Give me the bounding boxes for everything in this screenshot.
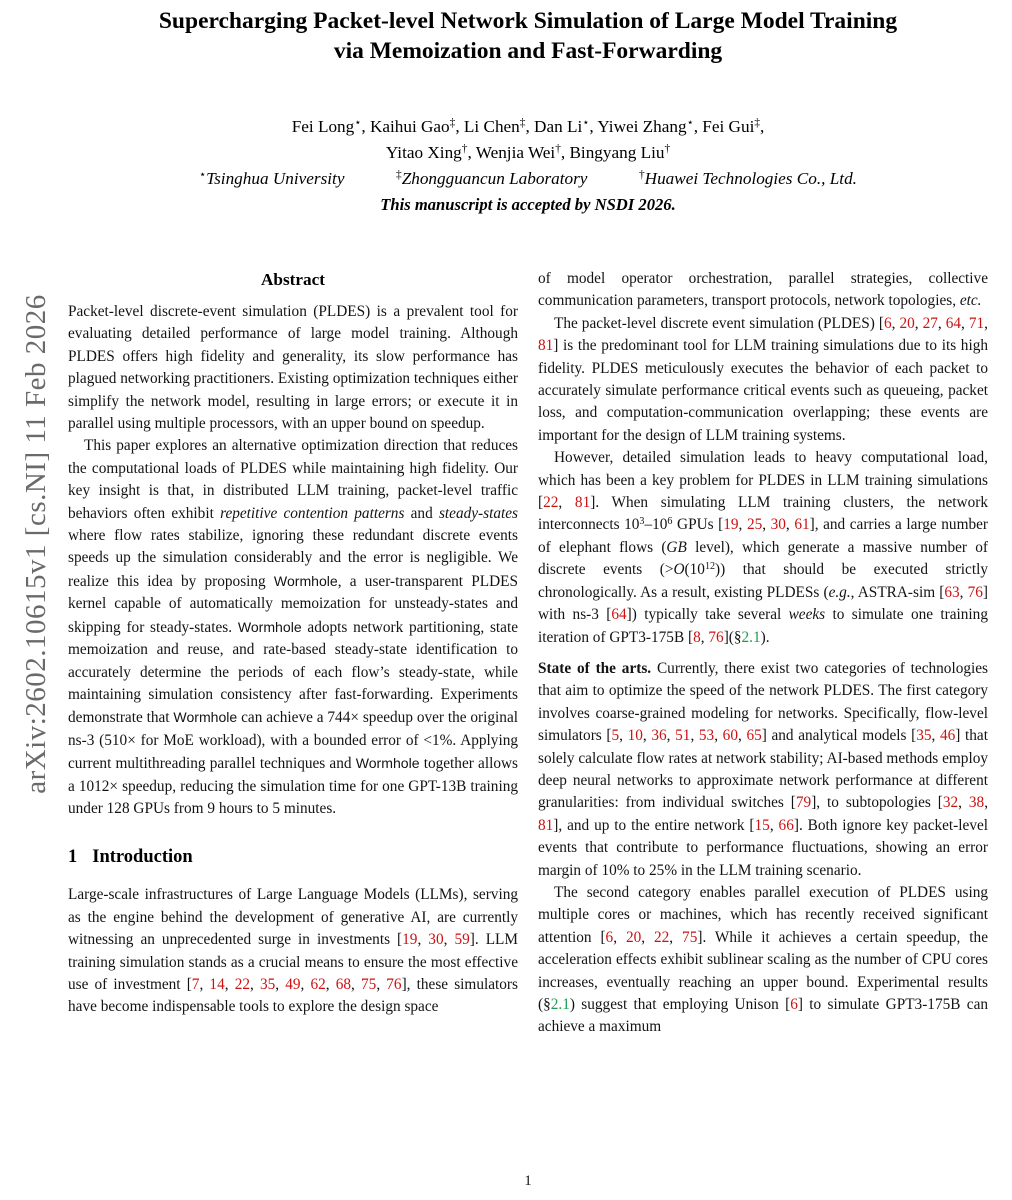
text-run: , — [300, 975, 311, 993]
text-run: )) that should be executed strictly chronologically. As a result, existing PLDESs ( — [538, 561, 989, 601]
citation-link[interactable]: 22 — [543, 494, 559, 512]
text-run: , — [669, 928, 683, 946]
citation-link[interactable]: 81 — [574, 494, 591, 512]
text-run: , — [690, 727, 699, 745]
text-run: , — [700, 628, 709, 646]
text-run: ]. LLM training simulation stands as a crucial means to ensure the most effective use of investment [ — [68, 931, 518, 993]
citation-link[interactable]: 64 — [611, 606, 627, 624]
text-run: , — [275, 975, 286, 993]
citation-link[interactable]: 8 — [693, 628, 701, 646]
text-run: weeks — [788, 606, 826, 624]
text-run: 12 — [704, 561, 716, 573]
text-run: 3 — [639, 516, 645, 528]
paper-title — [68, 6, 988, 66]
citation-link[interactable]: 5 — [611, 727, 620, 745]
text-run: , — [737, 727, 747, 745]
text-run: ‡ — [449, 117, 456, 130]
text-run: to simulate one training iteration of GPT3-175B [ — [538, 606, 988, 646]
citation-link[interactable]: 53 — [698, 727, 715, 745]
text-run: , — [961, 314, 969, 332]
text-run: , — [958, 794, 969, 812]
text-run: adopts network partitioning, state memoization and reuse, and rate-based steady-state identification to accurately determine the periods of each flow’s steady-state, while maintaining simulation consistency after fast-forwarding. Experiments demonstrate that — [68, 618, 518, 727]
citation-link[interactable]: 6 — [883, 314, 892, 332]
citation-link[interactable]: 49 — [285, 975, 301, 993]
text-run: together allows a 1012× speedup, reducing the simulation time for one GPT-13B training under 128 GPUs from 9 hours to 5 minutes. — [68, 755, 518, 817]
text-run: , — [249, 975, 260, 993]
right-paragraph-1 — [538, 268, 988, 313]
citation-link[interactable]: 71 — [968, 314, 985, 332]
title-line-2: via Memoization and Fast-Forwarding — [333, 38, 723, 64]
text-run: Tsinghua University — [206, 169, 345, 188]
citation-link[interactable]: 35 — [916, 727, 932, 745]
abstract-paragraph-1 — [68, 301, 518, 435]
text-run: ). — [760, 628, 770, 646]
text-run — [344, 169, 396, 188]
text-run: , — [891, 314, 900, 332]
section-number: 1 — [68, 847, 78, 868]
text-run: level), which generate a massive number of discrete events (> — [538, 538, 988, 579]
text-run: , Bingyang Liu — [560, 143, 665, 162]
section-ref-link[interactable]: 2.1 — [741, 628, 761, 646]
text-run: Zhongguancun Laboratory — [401, 169, 588, 188]
text-run: , — [931, 727, 940, 745]
citation-link[interactable]: 30 — [428, 931, 444, 949]
text-run: , — [984, 794, 989, 812]
citation-link[interactable]: 66 — [778, 816, 794, 834]
text-run: , — [376, 975, 387, 993]
citation-link[interactable]: 6 — [790, 996, 798, 1013]
citation-link[interactable]: 15 — [754, 816, 770, 834]
two-column-body — [68, 268, 988, 1039]
text-run: This paper explores an alternative optimization direction that reduces the computational loads of PLDES while maintaining high fidelity. Our key insight is that, in distributed LLM training, packet-level traffic behaviors often exhibit — [68, 437, 518, 522]
citation-link[interactable]: 32 — [942, 794, 959, 812]
abstract-heading: Abstract — [261, 270, 325, 289]
citation-link[interactable]: 79 — [795, 794, 812, 812]
text-run: The second category enables parallel execution of PLDES using multiple cores or machines, which has recently received significant attention [ — [538, 883, 988, 946]
author-line-2 — [68, 140, 988, 166]
arxiv-watermark: arXiv:2602.10615v1 [cs.NI] 11 Feb 2026 — [20, 294, 52, 794]
citation-link[interactable]: 81 — [538, 337, 554, 355]
text-run: † — [555, 143, 561, 156]
left-column — [68, 268, 518, 1039]
text-run: O — [673, 561, 685, 579]
system-name: Wormhole — [173, 709, 238, 726]
right-paragraph-5 — [538, 882, 988, 1039]
text-run: ⋆ — [354, 117, 362, 130]
citation-link[interactable]: 6 — [605, 928, 614, 946]
text-run: ‡ — [754, 117, 761, 130]
text-run: , Yiwei Zhang — [589, 117, 687, 136]
text-run: , — [199, 975, 210, 993]
text-run: ](§ — [723, 628, 742, 646]
citation-link[interactable]: 7 — [191, 975, 200, 993]
text-run: (10 — [684, 561, 705, 579]
text-run: ] with ns-3 [ — [538, 583, 988, 624]
citation-link[interactable]: 76 — [386, 975, 402, 993]
citation-link[interactable]: 68 — [335, 975, 352, 993]
intro-paragraph-1 — [68, 884, 518, 1018]
text-run: Currently, there exist two categories of technologies that aim to optimize the speed of the network PLDES. The first category involves coarse-grained modeling for networks. Specifically, flow-level simulators [ — [538, 659, 988, 745]
text-run: Huawei Technologies Co., Ltd. — [644, 169, 857, 188]
text-run: ]. Both ignore key packet-level events that contribute to performance fluctuations, showing an error margin of 10% to 25% in the LLM training scenario. — [538, 816, 989, 879]
citation-link[interactable]: 30 — [770, 516, 786, 534]
citation-link[interactable]: 81 — [538, 816, 554, 834]
text-run: and — [404, 504, 439, 522]
page-number: 1 — [524, 1173, 532, 1189]
text-run: , Wenjia Wei — [467, 143, 556, 162]
text-run: , Kaihui Gao — [361, 117, 450, 136]
section-ref-link[interactable]: 2.1 — [550, 996, 570, 1013]
text-run: However, detailed simulation leads to heavy computational load, which has been a key problem for PLDES in LLM training simulations [ — [538, 449, 988, 512]
citation-link[interactable]: 46 — [940, 727, 956, 745]
text-run: ] to simulate GPT3-175B can achieve a maximum — [538, 996, 989, 1036]
text-run: , — [959, 583, 968, 601]
text-run: ‡ — [519, 117, 526, 130]
text-run: 6 — [667, 516, 673, 528]
text-run: Fei Long — [291, 117, 355, 136]
text-run: , — [714, 727, 723, 745]
text-run: Yitao Xing — [385, 143, 462, 162]
text-run: GB — [666, 538, 687, 556]
citation-link[interactable]: 61 — [794, 516, 810, 534]
text-run: steady-states — [438, 504, 518, 522]
system-name: Wormhole — [273, 572, 338, 589]
text-run: , — [619, 727, 628, 745]
text-run: repetitive contention patterns — [220, 504, 405, 522]
citation-link[interactable]: 65 — [746, 727, 762, 745]
state-of-the-arts-paragraph — [538, 658, 988, 882]
right-paragraph-3 — [538, 447, 988, 649]
text-run: ]. While it achieves a certain speedup, the acceleration effects exhibit sublinear scaling as the number of CPU cores increases, eventually reaching an upper bound. Experimental results (§ — [538, 928, 988, 1013]
text-run: , — [443, 931, 455, 949]
text-run: † — [664, 143, 671, 156]
text-run: ], these simulators have become indispensable tools to explore the design space — [68, 975, 518, 1016]
citation-link[interactable]: 51 — [675, 727, 691, 745]
text-run: , — [325, 975, 336, 993]
text-run: GPUs [ — [672, 516, 724, 534]
text-run: , — [785, 516, 795, 534]
text-run: State of the arts. — [538, 659, 652, 677]
text-run: , a user-transparent PLDES kernel capable of automatically memoization for unsteady-states and skipping for steady-states. — [68, 572, 518, 636]
text-run: , — [351, 975, 362, 993]
citation-link[interactable]: 76 — [708, 628, 724, 646]
text-run: ⋆ — [582, 117, 590, 130]
text-run: ‡ — [396, 169, 402, 182]
text-run: e.g. — [828, 583, 851, 601]
text-run: , Li Chen — [455, 117, 520, 136]
citation-link[interactable]: 19 — [402, 931, 418, 949]
text-run: ]) typically take several — [626, 606, 789, 624]
text-run: , — [613, 928, 626, 946]
title-line-1: Supercharging Packet-level Network Simulation of Large Model Training — [158, 8, 898, 34]
right-column — [538, 268, 988, 1039]
citation-link[interactable]: 22 — [654, 928, 670, 946]
citation-link[interactable]: 35 — [259, 975, 276, 993]
citation-link[interactable]: 22 — [234, 975, 250, 993]
citation-link[interactable]: 75 — [682, 928, 698, 946]
text-run: ] and analytical models [ — [761, 727, 917, 745]
citation-link[interactable]: 38 — [968, 794, 985, 812]
text-run: , — [738, 516, 747, 534]
text-run: ]. When simulating LLM training clusters, the network interconnects 10 — [538, 494, 988, 534]
text-run: Large-scale infrastructures of Large Language Models (LLMs), serving as the engine behind the development of generative AI, are currently witnessing an unprecedented surge in investments [ — [68, 886, 518, 949]
text-run: , Fei Gui — [693, 117, 755, 136]
citation-link[interactable]: 59 — [454, 931, 470, 949]
text-run: ⋆ — [686, 117, 694, 130]
acceptance-note: This manuscript is accepted by NSDI 2026. — [380, 195, 676, 214]
citation-link[interactable]: 76 — [967, 583, 983, 601]
citation-link[interactable]: 19 — [723, 516, 739, 534]
citation-link[interactable]: 14 — [209, 975, 225, 993]
text-run: –10 — [644, 516, 668, 534]
right-paragraph-2 — [538, 313, 988, 447]
text-run: , ASTRA-sim [ — [850, 583, 945, 601]
section-title: Introduction — [92, 847, 193, 868]
text-run: ], and carries a large number of elephant flows ( — [538, 516, 988, 556]
abstract-paragraph-2 — [68, 435, 518, 820]
citation-link[interactable]: 10 — [627, 727, 643, 745]
text-run: , — [642, 727, 652, 745]
citation-link[interactable]: 27 — [922, 314, 938, 332]
text-run: ) suggest that employing Unison [ — [569, 996, 791, 1013]
text-run: , — [937, 314, 946, 332]
paper-content — [68, 6, 988, 1039]
citation-link[interactable]: 64 — [945, 314, 962, 332]
text-run: , — [914, 314, 923, 332]
system-name: Wormhole — [237, 618, 302, 635]
author-line-1 — [68, 114, 988, 140]
text-run: , — [224, 975, 235, 993]
text-run: ] that solely calculate flow rates at network stability; AI-based methods employ deep neural networks to approximate network performance at different granularities: from individual switches [ — [538, 727, 988, 812]
text-run: ], to subtopologies [ — [811, 794, 943, 812]
text-run: , Dan Li — [525, 117, 583, 136]
text-run: , — [769, 816, 779, 834]
text-run: can achieve a 744× speedup over the original ns-3 (510× for MoE workload), with a bounded error of <1%. Applying current multithreading parallel techniques and — [68, 709, 518, 773]
text-run: , — [984, 314, 988, 332]
citation-link[interactable]: 63 — [944, 583, 960, 601]
text-run: ⋆ — [199, 169, 207, 182]
citation-link[interactable]: 25 — [746, 516, 763, 534]
citation-link[interactable]: 36 — [651, 727, 667, 745]
system-name: Wormhole — [355, 755, 420, 772]
citation-link[interactable]: 62 — [310, 975, 326, 993]
text-run: where flow rates stabilize, ignoring these redundant discrete events speeds up the simulation considerably and the error is negligible. We realize this idea by proposing — [68, 527, 518, 590]
text-run: ] is the predominant tool for LLM training simulations due to its high fidelity. PLDES meticulously executes the behavior of each packet to accurately simulate performance critical events such as queueing, packet loss, and computation-communication overlapping; these events are important for the design of LLM training systems. — [538, 337, 988, 444]
text-run: The packet-level discrete event simulation (PLDES) [ — [554, 314, 884, 332]
text-run: † — [638, 169, 645, 182]
citation-link[interactable]: 60 — [722, 727, 738, 745]
text-run: † — [461, 143, 468, 156]
text-run: , — [641, 928, 654, 946]
text-run: , — [417, 931, 429, 949]
text-run: Packet-level discrete-event simulation (PLDES) is a prevalent tool for evaluating detailed performance of large model training. Although PLDES offers high fidelity and generality, its slow performance has plagued networking practitioners. Existing optimization techniques either simplify the network model, resulting in large errors; or execute it in parallel using multiple processors, with an upper bound on speedup. — [68, 303, 518, 433]
author-block — [68, 114, 988, 218]
text-run — [587, 169, 639, 188]
text-run: , — [760, 117, 765, 136]
citation-link[interactable]: 20 — [625, 928, 642, 946]
text-run: , — [666, 727, 676, 745]
section-heading-introduction — [68, 847, 518, 868]
text-run: etc. — [959, 292, 982, 310]
text-run: of model operator orchestration, parallel strategies, collective communication parameters, transport protocols, network topologies, — [538, 270, 988, 310]
text-run: , — [762, 516, 771, 534]
citation-link[interactable]: 20 — [899, 314, 915, 332]
citation-link[interactable]: 75 — [361, 975, 377, 993]
affiliations-line — [68, 166, 988, 192]
text-run: ], and up to the entire network [ — [553, 816, 755, 834]
text-run: , — [558, 494, 575, 512]
